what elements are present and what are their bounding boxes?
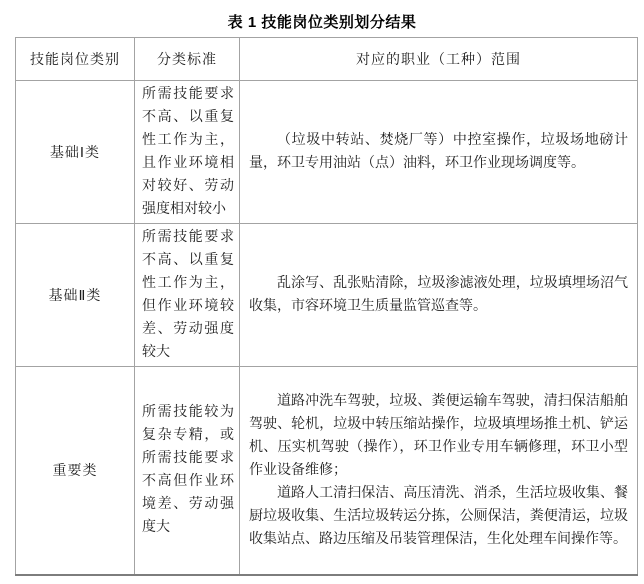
scope-cell <box>240 81 638 224</box>
category-cell: 重要类 <box>16 367 135 575</box>
standard-cell: 所需技能较为复杂专精，或所需技能要求不高但作业环境差、劳动强度大 <box>135 367 240 575</box>
scope-cell <box>240 367 638 575</box>
header-standard: 分类标准 <box>135 38 240 81</box>
header-category: 技能岗位类别 <box>16 38 135 81</box>
header-row <box>16 38 638 81</box>
scope-cell <box>240 224 638 367</box>
table-caption: 表 1 技能岗位类别划分结果 <box>227 14 417 31</box>
table-row-important <box>16 367 638 575</box>
scope-paragraph: 道路冲洗车驾驶，垃圾、粪便运输车驾驶，清扫保洁船舶驾驶、轮机，垃圾中转压缩站操作，垃圾填埋场推土机、铲运机、压实机驾驶（操作），环卫作业专用车辆修理，环卫小型作业设备维修； <box>249 393 628 478</box>
scope-paragraph: 乱涂写、乱张贴清除，垃圾渗滤液处理，垃圾填埋场沼气收集，市容环境卫生质量监管巡查等。 <box>249 276 628 314</box>
standard-cell: 所需技能要求不高、以重复性工作为主，但作业环境较差、劳动强度较大 <box>135 224 240 367</box>
table-row-basic-2 <box>16 224 638 367</box>
skill-category-table <box>15 37 638 576</box>
scope-paragraph: （垃圾中转站、焚烧厂等）中控室操作，垃圾场地磅计量，环卫专用油站（点）油料，环卫作业现场调度等。 <box>249 133 628 171</box>
standard-cell: 所需技能要求不高、以重复性工作为主，且作业环境相对较好、劳动强度相对较小 <box>135 81 240 224</box>
table-row-basic-1 <box>16 81 638 224</box>
category-cell: 基础Ⅰ类 <box>16 81 135 224</box>
header-scope: 对应的职业（工种）范围 <box>240 38 638 81</box>
scope-paragraph: 道路人工清扫保洁、高压清洗、消杀，生活垃圾收集、餐厨垃圾收集、生活垃圾转运分拣，公厕保洁，粪便清运，垃圾收集站点、路边压缩及吊装管理保洁，生化处理车间操作等。 <box>249 485 628 547</box>
category-cell: 基础Ⅱ类 <box>16 224 135 367</box>
